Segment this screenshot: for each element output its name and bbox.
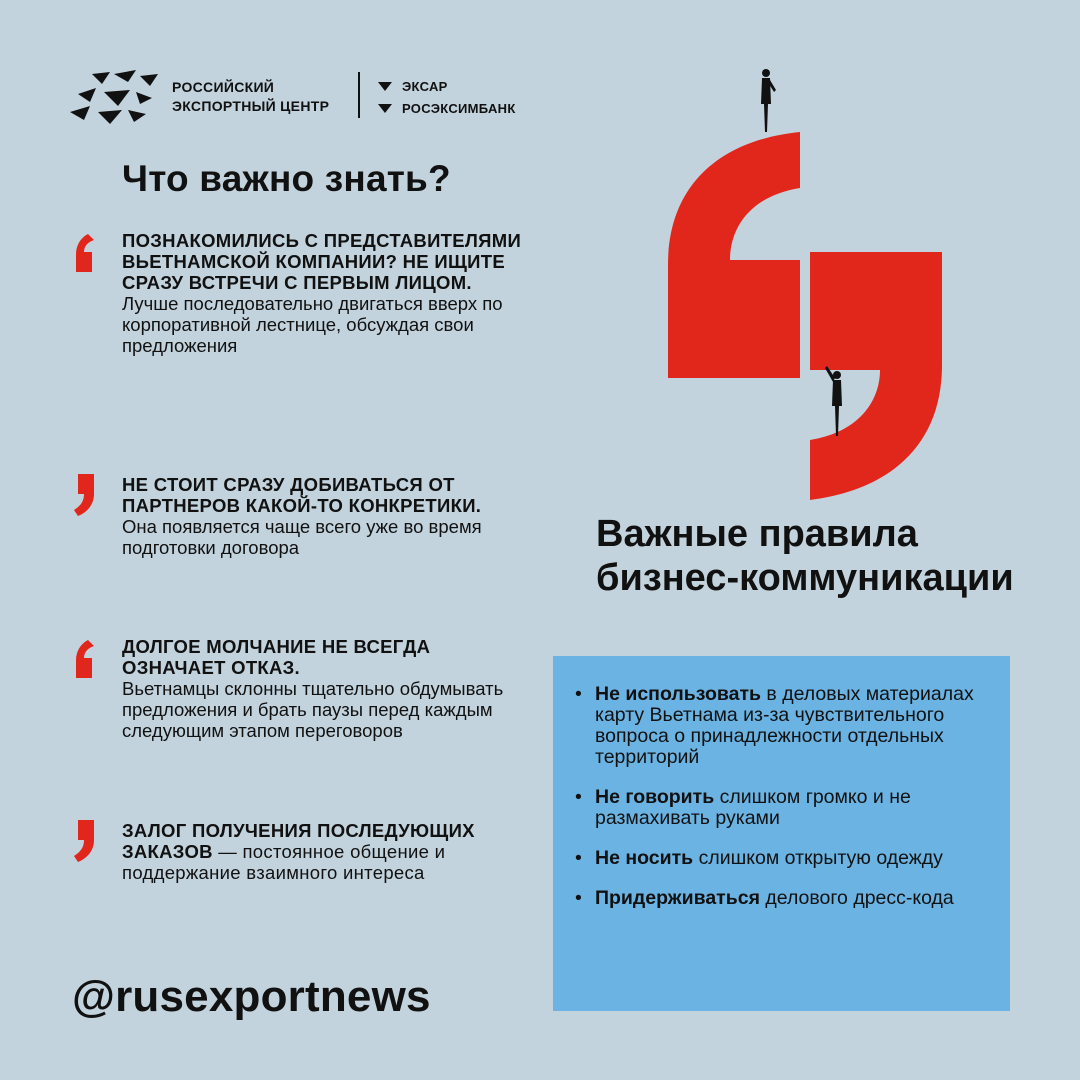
tip-item [72,820,532,883]
rules-title: Важные правила бизнес-коммуникации [596,513,1014,599]
partner-triangle-icon [378,82,392,91]
rule-item: • Не говорить слишком громко и не размахивать руками [575,786,911,829]
tip-body: Она появляется чаще всего уже во время подготовки договора [122,516,482,558]
tip-body: Лучше последовательно двигаться вверх по корпоративной лестнице, обсуждая свои предложения [122,293,503,356]
header-divider [358,72,360,118]
rec-logo-icon [70,70,160,126]
rules-box [553,656,1010,1011]
rule-item: • Не использовать в деловых материалах карту Вьетнама из-за чувствительного вопроса о принадлежности отдельных территорий [575,683,974,768]
tip-item [72,474,532,558]
social-handle: @rusexportnews [72,972,431,1021]
org-name: РОССИЙСКИЙ ЭКСПОРТНЫЙ ЦЕНТР [172,79,330,114]
tip-heading: ДОЛГОЕ МОЛЧАНИЕ НЕ ВСЕГДА ОЗНАЧАЕТ ОТКАЗ. [122,636,431,678]
tip-heading: НЕ СТОИТ СРАЗУ ДОБИВАТЬСЯ ОТ ПАРТНЕРОВ КАКОЙ-ТО КОНКРЕТИКИ. [122,474,482,516]
quote-open-icon [72,636,104,678]
tip-heading: ЗАЛОГ ПОЛУЧЕНИЯ ПОСЛЕДУЮЩИХ ЗАКАЗОВ — постоянное общение и поддержание взаимного интереса [122,820,475,883]
quote-close-icon [72,820,104,862]
partner-exiar: ЭКСАР [378,79,448,94]
quote-close-icon [72,474,104,516]
rule-item: • Не носить слишком открытую одежду [575,847,943,869]
quote-open-icon [72,230,104,272]
tip-heading: ПОЗНАКОМИЛИСЬ С ПРЕДСТАВИТЕЛЯМИ ВЬЕТНАМСКОЙ КОМПАНИИ? НЕ ИЩИТЕ СРАЗУ ВСТРЕЧИ С ПЕРВЫМ ЛИЦОМ. [122,230,522,293]
partner-triangle-icon [378,104,392,113]
partner-roseximbank: РОСЭКСИМБАНК [378,101,516,116]
tip-item [72,636,532,741]
quote-people-illustration [660,60,960,510]
rule-item: • Придерживаться делового дресс-кода [575,887,954,909]
page-title: Что важно знать? [122,158,451,199]
tip-item [72,230,532,356]
tip-body: Вьетнамцы склонны тщательно обдумывать предложения и брать паузы перед каждым следующим этапом переговоров [122,678,504,741]
